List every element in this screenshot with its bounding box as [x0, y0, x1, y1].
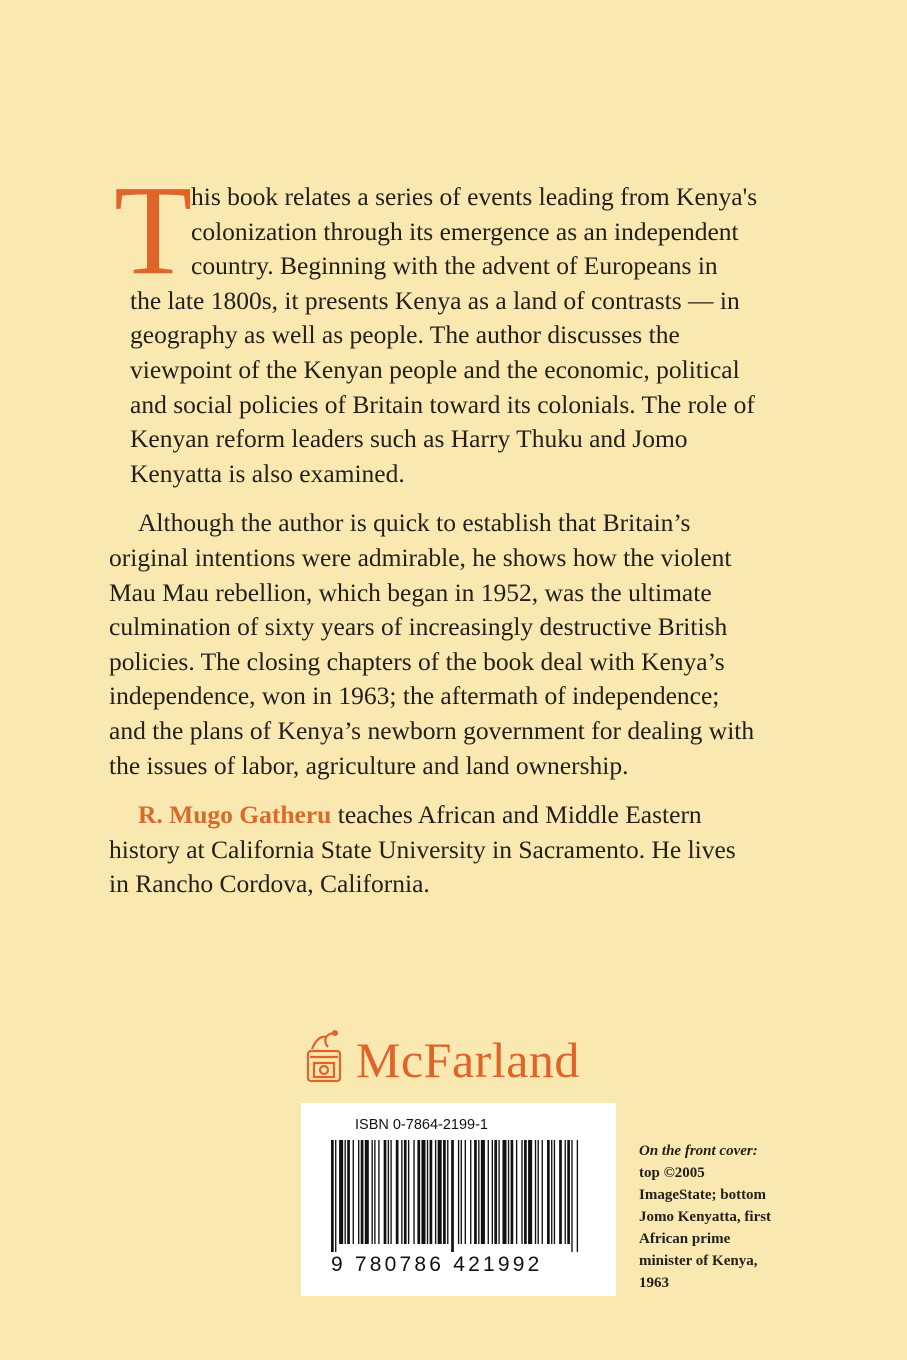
publisher-emblem-icon: [302, 1027, 346, 1085]
barcode-bar: [559, 1140, 562, 1244]
text-line: his book relates a series of events leading from Kenya's: [191, 182, 758, 211]
barcode-bar: [494, 1140, 497, 1244]
publisher-name: McFarland: [356, 1032, 580, 1088]
barcode-bar: [508, 1140, 509, 1244]
text-line: original intentions were admirable, he shows how the violent: [109, 542, 732, 572]
barcode-bar: [384, 1140, 387, 1244]
text-line: policies. The closing chapters of the book deal with Kenya’s: [109, 646, 725, 676]
barcode-bar: [335, 1140, 336, 1252]
barcode-bar: [408, 1140, 409, 1244]
barcode-bar: [401, 1140, 402, 1244]
barcode-bar: [345, 1140, 346, 1244]
barcode-bar: [390, 1140, 391, 1244]
barcode-bars: [331, 1140, 581, 1252]
barcode-bar: [498, 1140, 499, 1244]
barcode-bar: [502, 1140, 506, 1244]
barcode-bar: [435, 1140, 436, 1244]
text-line: Kenyatta is also examined.: [130, 458, 405, 488]
credit-line: top ©2005: [639, 1165, 705, 1181]
barcode-bar: [567, 1140, 570, 1244]
credit-line: minister of Kenya,: [639, 1253, 758, 1269]
barcode-bar: [528, 1140, 532, 1244]
text-line: colonization through its emergence as an independent: [191, 216, 739, 246]
barcode-bar: [542, 1140, 543, 1244]
text-fragment: teaches African and Middle Eastern: [331, 800, 702, 830]
author-bio: [109, 798, 819, 902]
barcode-bar: [547, 1140, 550, 1244]
barcode-bar: [538, 1140, 539, 1244]
text-line: viewpoint of the Kenyan people and the economic, political: [130, 354, 740, 384]
barcode-bar: [388, 1140, 389, 1244]
barcode-bar: [427, 1140, 428, 1244]
text-line: Although the author is quick to establish that Britain’s: [138, 508, 691, 538]
front-cover-credit: [639, 1140, 789, 1294]
barcode-bar: [461, 1140, 462, 1244]
barcode-bar: [372, 1140, 373, 1244]
isbn-barcode: [301, 1103, 616, 1296]
blurb-paragraph-2: [109, 506, 819, 783]
barcode-bar: [535, 1140, 536, 1244]
text-line: Kenyan reform leaders such as Harry Thuku and Jomo: [130, 424, 688, 454]
barcode-bar: [417, 1140, 420, 1244]
barcode-bar: [571, 1140, 572, 1252]
text-line: geography as well as people. The author discusses the: [130, 320, 680, 350]
barcode-bar: [511, 1140, 514, 1244]
credit-heading: On the front cover:: [639, 1143, 758, 1159]
text-line: the late 1800s, it presents Kenya as a land of contrasts — in: [130, 285, 740, 315]
barcode-bar: [488, 1140, 489, 1244]
barcode-bar: [361, 1140, 364, 1244]
text-line: culmination of sixty years of increasingly destructive British: [109, 612, 728, 642]
barcode-bar: [421, 1140, 425, 1244]
barcode-bar: [481, 1140, 485, 1244]
barcode-bar: [430, 1140, 433, 1244]
text-line: [138, 798, 819, 833]
barcode-bar: [404, 1140, 407, 1244]
barcode-bar: [554, 1140, 555, 1244]
credit-line: ImageState; bottom: [639, 1187, 767, 1203]
barcode-bar: [470, 1140, 471, 1244]
barcode-bar: [365, 1140, 369, 1244]
barcode-bar: [521, 1140, 522, 1244]
barcode-bar: [374, 1140, 375, 1244]
barcode-bar: [339, 1140, 343, 1244]
barcode-bar: [447, 1140, 448, 1244]
text-line: and the plans of Kenya’s newborn government for dealing with: [109, 715, 755, 745]
text-line: and social policies of Britain toward its colonials. The role of: [130, 389, 755, 419]
barcode-bar: [465, 1140, 466, 1244]
barcode-bar: [516, 1140, 517, 1244]
barcode-bar: [551, 1140, 552, 1244]
barcode-bar: [438, 1140, 442, 1244]
barcode-bar: [524, 1140, 527, 1244]
text-line: Mau Mau rebellion, which began in 1952, was the ultimate: [109, 577, 712, 607]
barcode-bar: [492, 1140, 493, 1244]
barcode-bar: [478, 1140, 479, 1244]
author-name: R. Mugo Gatheru: [138, 800, 332, 830]
barcode-bar: [353, 1140, 354, 1244]
publisher-logo: [302, 1027, 580, 1088]
barcode-bar: [358, 1140, 359, 1244]
barcode-bar: [577, 1140, 578, 1252]
credit-line: Jomo Kenyatta, first: [639, 1209, 772, 1225]
barcode-bar: [451, 1140, 454, 1252]
barcode-bar: [396, 1140, 399, 1244]
text-line: in Rancho Cordova, California.: [109, 869, 430, 899]
barcode-bar: [443, 1140, 446, 1244]
isbn-label: ISBN 0-7864-2199-1: [355, 1117, 488, 1133]
barcode-bar: [413, 1140, 414, 1244]
barcode-bar: [378, 1140, 379, 1244]
isbn-digits: 9 780786 421992: [331, 1253, 543, 1276]
drop-cap-letter: T: [114, 159, 193, 301]
barcode-bar: [565, 1140, 566, 1244]
text-line: the issues of labor, agriculture and land ownership.: [109, 750, 629, 780]
text-line: history at California State University in Sacramento. He lives: [109, 834, 736, 864]
barcode-bar: [347, 1140, 350, 1244]
text-line: independence, won in 1963; the aftermath of independence;: [109, 681, 720, 711]
barcode-bar: [331, 1140, 334, 1252]
credit-line: 1963: [639, 1275, 669, 1291]
text-line: country. Beginning with the advent of Europeans in: [191, 251, 718, 281]
barcode-bar: [474, 1140, 477, 1244]
blurb-paragraph-1: [130, 180, 819, 491]
credit-line: African prime: [639, 1231, 731, 1247]
barcode-bar: [458, 1140, 459, 1244]
back-cover-blurb: [109, 180, 819, 902]
